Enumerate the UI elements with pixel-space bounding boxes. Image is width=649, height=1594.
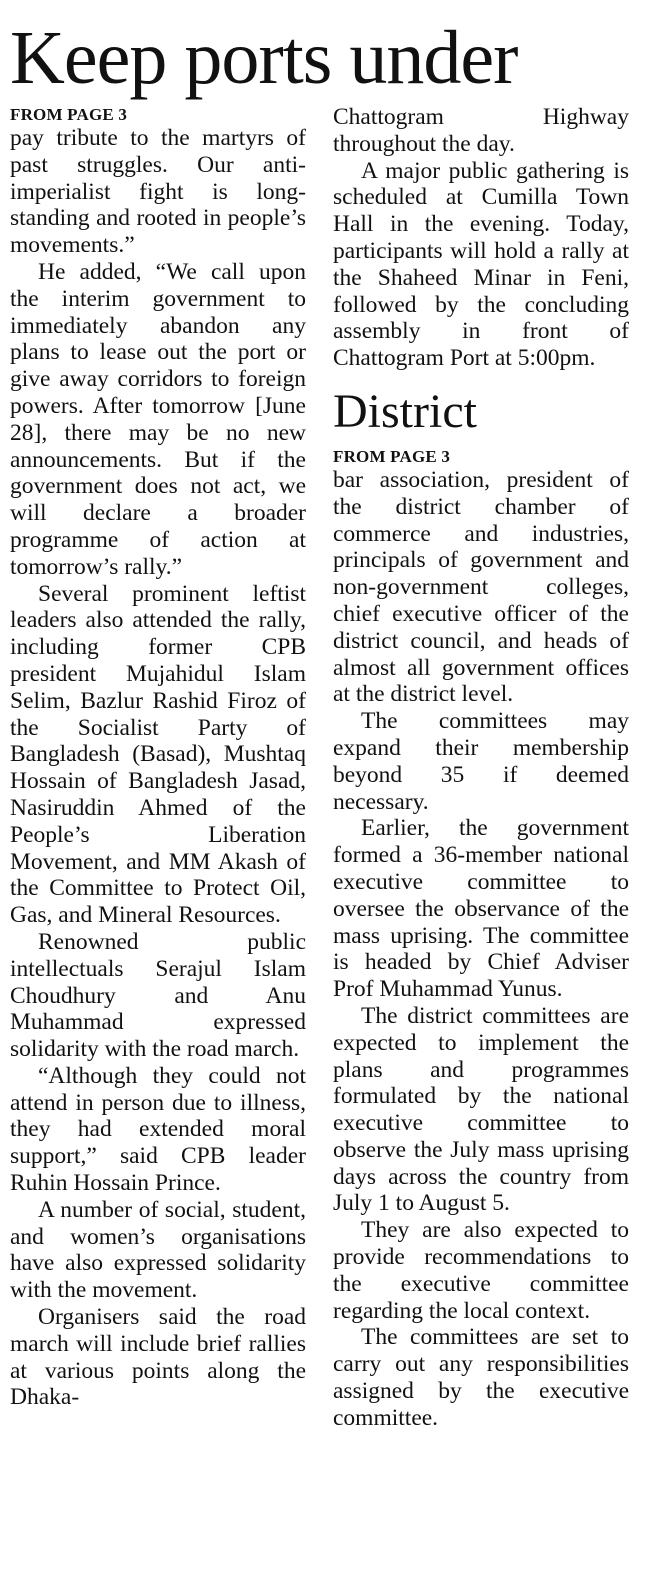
article-paragraph: The district committees are expected to implement the plans and programmes formulated by the national executive committee to observe the July mass uprising days across the country from July 1 to August 5.	[333, 1002, 629, 1217]
right-column	[333, 104, 629, 1432]
article-paragraph: He added, “We call upon the interim government to immediately abandon any plans to lease out the port or give away corridors to foreign powers. After tomorrow [June 28], there may be no new announcements. But if the government does not act, we will declare a broader programme of action at tomorrow’s rally.”	[10, 258, 306, 580]
article-paragraph: Several prominent leftist leaders also attended the rally, including former CPB president Mujahidul Islam Selim, Bazlur Rashid Firoz of the Socialist Party of Bangladesh (Basad), Mushtaq Hossain of Bangladesh Jasad, Nasiruddin Ahmed of the People’s Liberation Movement, and MM Akash of the Committee to Protect Oil, Gas, and Mineral Resources.	[10, 580, 306, 929]
article-paragraph: A number of social, student, and women’s organisations have also expressed solidarity with the movement.	[10, 1196, 306, 1304]
article-paragraph: A major public gathering is scheduled at Cumilla Town Hall in the evening. Today, participants will hold a rally at the Shaheed Minar in Feni, followed by the concluding assembly in front of Chattogram Port at 5:00pm.	[333, 157, 629, 372]
continued-from-kicker: FROM PAGE 3	[10, 105, 128, 124]
article-paragraph: Renowned public intellectuals Serajul Islam Choudhury and Anu Muhammad expressed solidarity with the road march.	[10, 928, 306, 1063]
article-paragraph: The committees may expand their membership beyond 35 if deemed necessary.	[333, 708, 629, 815]
continued-from-kicker: FROM PAGE 3	[333, 446, 451, 466]
article-paragraph: pay tribute to the martyrs of past struggles. Our anti-imperialist fight is long-standing and rooted in people’s movements.”	[10, 125, 306, 259]
article-paragraph: Chattogram Highway throughout the day.	[333, 104, 629, 157]
left-column	[10, 104, 306, 1411]
article-paragraph: “Although they could not attend in person due to illness, they had extended moral support,” said CPB leader Ruhin Hossain Prince.	[10, 1062, 306, 1197]
article-paragraph: Earlier, the government formed a 36-member national executive committee to oversee the observance of the mass uprising. The committee is headed by Chief Adviser Prof Muhammad Yunus.	[333, 815, 629, 1003]
article-paragraph: Organisers said the road march will include brief rallies at various points along the Dhaka-	[10, 1304, 306, 1411]
section-subhead: District	[333, 384, 477, 438]
article-paragraph: bar association, president of the district chamber of commerce and industries, principals of government and non-government colleges, chief executive officer of the district council, and heads of almost all government offices at the district level.	[333, 466, 629, 708]
article-paragraph: The committees are set to carry out any responsibilities assigned by the executive committee.	[333, 1324, 629, 1431]
article-paragraph: They are also expected to provide recommendations to the executive committee regarding the local context.	[333, 1217, 629, 1324]
headline: Keep ports under	[10, 16, 518, 100]
